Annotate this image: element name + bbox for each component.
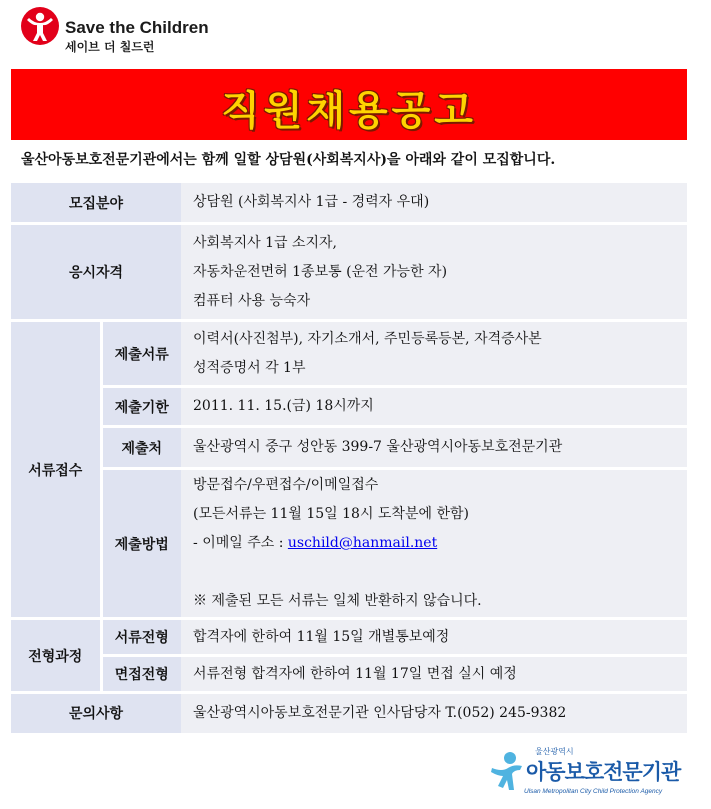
email-prefix: - 이메일 주소 : [193, 535, 284, 551]
page-header [0, 0, 711, 62]
value-interview: 서류전형 합격자에 한하여 11월 17일 면접 실시 예정 [181, 656, 687, 693]
value-field: 상담원 (사회복지사 1급 - 경력자 우대) [181, 182, 687, 224]
page-title: 직원채용공고 [221, 88, 477, 134]
value-deadline: 2011. 11. 15.(금) 18시까지 [181, 387, 687, 427]
label-field: 모집분야 [11, 182, 181, 224]
logo-text-ko: 세이브 더 칠드런 [65, 40, 155, 54]
job-posting [11, 69, 687, 733]
value-contact: 울산광역시아동보호전문기관 인사담당자 T.(052) 245-9382 [181, 693, 687, 733]
row-method [11, 469, 687, 619]
row-contact [11, 693, 687, 733]
title-banner [11, 69, 687, 140]
method-line: 방문접수/우편접수/이메일접수 [193, 477, 379, 493]
agency-logo-name: 아동보호전문기관 [526, 760, 681, 784]
child-figure-icon [488, 750, 526, 794]
row-interview [11, 656, 687, 693]
row-qualification [11, 224, 687, 321]
value-doc-screening: 합격자에 한하여 11월 15일 개별통보예정 [181, 619, 687, 656]
method-line: (모든서류는 11월 15일 18시 도착분에 한함) [193, 506, 469, 522]
submit-docs-line: 성적증명서 각 1부 [193, 359, 306, 376]
value-qualification [181, 224, 687, 321]
blank-line [193, 558, 686, 587]
row-field [11, 182, 687, 224]
logo-text-en: Save the Children [65, 18, 209, 37]
agency-logo-small: 울산광역시 [535, 747, 574, 756]
email-line [193, 529, 686, 558]
label-deadline: 제출기한 [101, 387, 181, 427]
row-doc-screening [11, 619, 687, 656]
label-place: 제출처 [101, 427, 181, 469]
details-table [11, 180, 687, 733]
label-contact: 문의사항 [11, 693, 181, 733]
label-doc-screening: 서류전형 [101, 619, 181, 656]
row-deadline [11, 387, 687, 427]
intro-text: 울산아동보호전문기관에서는 함께 일할 상담원(사회복지사)을 아래와 같이 모집합니다. [11, 140, 687, 180]
label-documents: 서류접수 [11, 321, 101, 619]
agency-logo [488, 744, 693, 804]
method-note: ※ 제출된 모든 서류는 일체 반환하지 않습니다. [193, 593, 482, 609]
label-interview: 면접전형 [101, 656, 181, 693]
value-method [181, 469, 687, 619]
label-process: 전형과정 [11, 619, 101, 693]
save-the-children-logo-icon [20, 6, 60, 46]
row-place [11, 427, 687, 469]
submit-docs-line: 이력서(사진첨부), 자기소개서, 주민등록등본, 자격증사본 [193, 330, 542, 347]
row-submit-docs [11, 321, 687, 387]
agency-logo-en: Ulsan Metropolitan City Child Protection Agency [524, 788, 663, 795]
qualification-line: 사회복지사 1급 소지자, [193, 234, 337, 251]
label-submit-docs: 제출서류 [101, 321, 181, 387]
qualification-line: 컴퓨터 사용 능숙자 [193, 292, 311, 309]
value-submit-docs [181, 321, 687, 387]
label-qualification: 응시자격 [11, 224, 181, 321]
qualification-line: 자동차운전면허 1종보통 (운전 가능한 자) [193, 263, 448, 280]
email-link[interactable]: uschild@hanmail.net [287, 535, 438, 551]
value-place: 울산광역시 중구 성안동 399-7 울산광역시아동보호전문기관 [181, 427, 687, 469]
label-method: 제출방법 [101, 469, 181, 619]
